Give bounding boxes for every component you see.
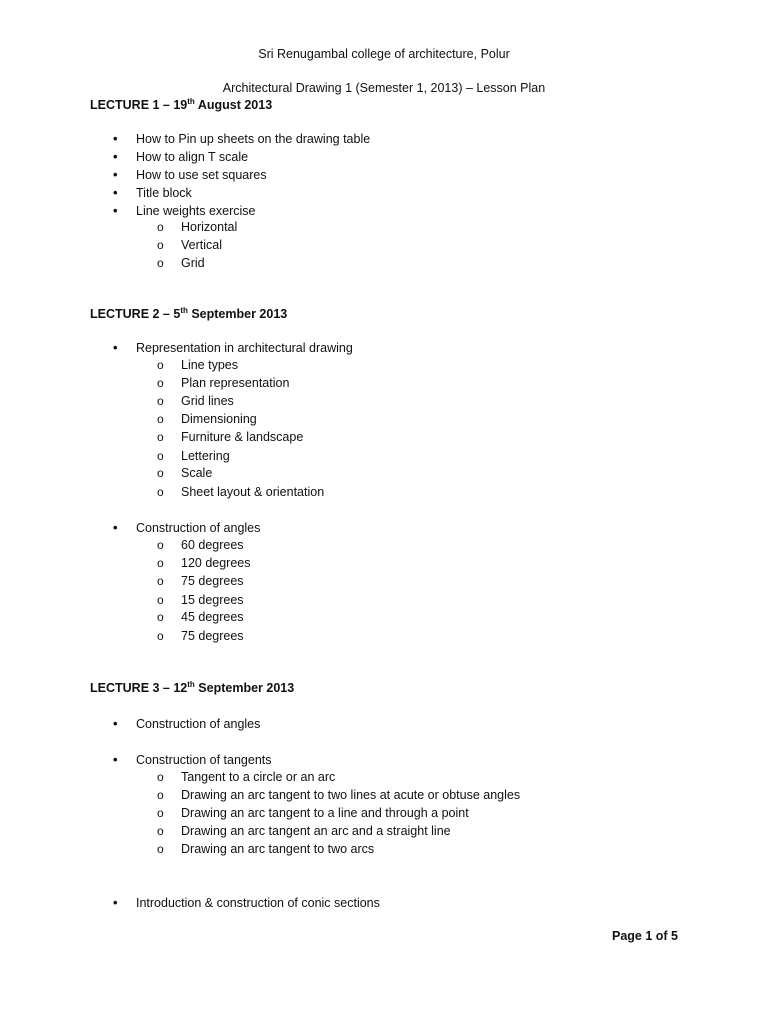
sub-list-item: o 75 degrees xyxy=(157,629,244,643)
sub-list-item: o Dimensioning xyxy=(157,412,257,426)
sub-list-item: o Plan representation xyxy=(157,376,290,390)
list-item: • Construction of angles xyxy=(113,716,261,731)
college-title: Sri Renugambal college of architecture, Polur xyxy=(258,47,510,61)
sub-list-item: o Grid xyxy=(157,256,205,270)
list-item: • How to align T scale xyxy=(113,149,249,164)
sub-list-item: o Furniture & landscape xyxy=(157,430,304,444)
sub-list-item: o Scale xyxy=(157,466,213,480)
list-item: • Line weights exercise xyxy=(113,203,256,218)
list-item: • Introduction & construction of conic sections xyxy=(113,895,380,910)
sub-list-item: o Horizontal xyxy=(157,220,238,234)
sub-list-item: o Tangent to a circle or an arc xyxy=(157,770,336,784)
sub-list-item: o Drawing an arc tangent to two arcs xyxy=(157,842,375,856)
sub-list-item: o Grid lines xyxy=(157,394,234,408)
sub-list-item: o Sheet layout & orientation xyxy=(157,485,325,499)
course-title: Architectural Drawing 1 (Semester 1, 2013) – Lesson Plan xyxy=(222,81,546,95)
sub-list-item: o Vertical xyxy=(157,238,222,252)
page-number: Page 1 of 5 xyxy=(611,929,678,943)
sub-list-item: o Drawing an arc tangent to two lines at acute or obtuse angles xyxy=(157,788,521,802)
sub-list-item: o 120 degrees xyxy=(157,556,251,570)
sub-list-item: o 15 degrees xyxy=(157,593,244,607)
list-item: • How to Pin up sheets on the drawing table xyxy=(113,131,371,146)
list-item: • Representation in architectural drawing xyxy=(113,340,353,355)
sub-list-item: o Drawing an arc tangent an arc and a straight line xyxy=(157,824,451,838)
lecture-3-heading: LECTURE 3 – 12th September 2013 xyxy=(90,679,295,695)
list-item: • Title block xyxy=(113,185,192,200)
sub-list-item: o Drawing an arc tangent to a line and through a point xyxy=(157,806,469,820)
lecture-2-heading: LECTURE 2 – 5th September 2013 xyxy=(90,305,288,321)
list-item: • How to use set squares xyxy=(113,167,267,182)
list-item: • Construction of tangents xyxy=(113,752,272,767)
list-item: • Construction of angles xyxy=(113,520,261,535)
sub-list-item: o Line types xyxy=(157,358,238,372)
sub-list-item: o 75 degrees xyxy=(157,574,244,588)
sub-list-item: o 60 degrees xyxy=(157,538,244,552)
lecture-1-heading: LECTURE 1 – 19th August 2013 xyxy=(90,96,273,112)
sub-list-item: o 45 degrees xyxy=(157,610,244,624)
sub-list-item: o Lettering xyxy=(157,449,230,463)
